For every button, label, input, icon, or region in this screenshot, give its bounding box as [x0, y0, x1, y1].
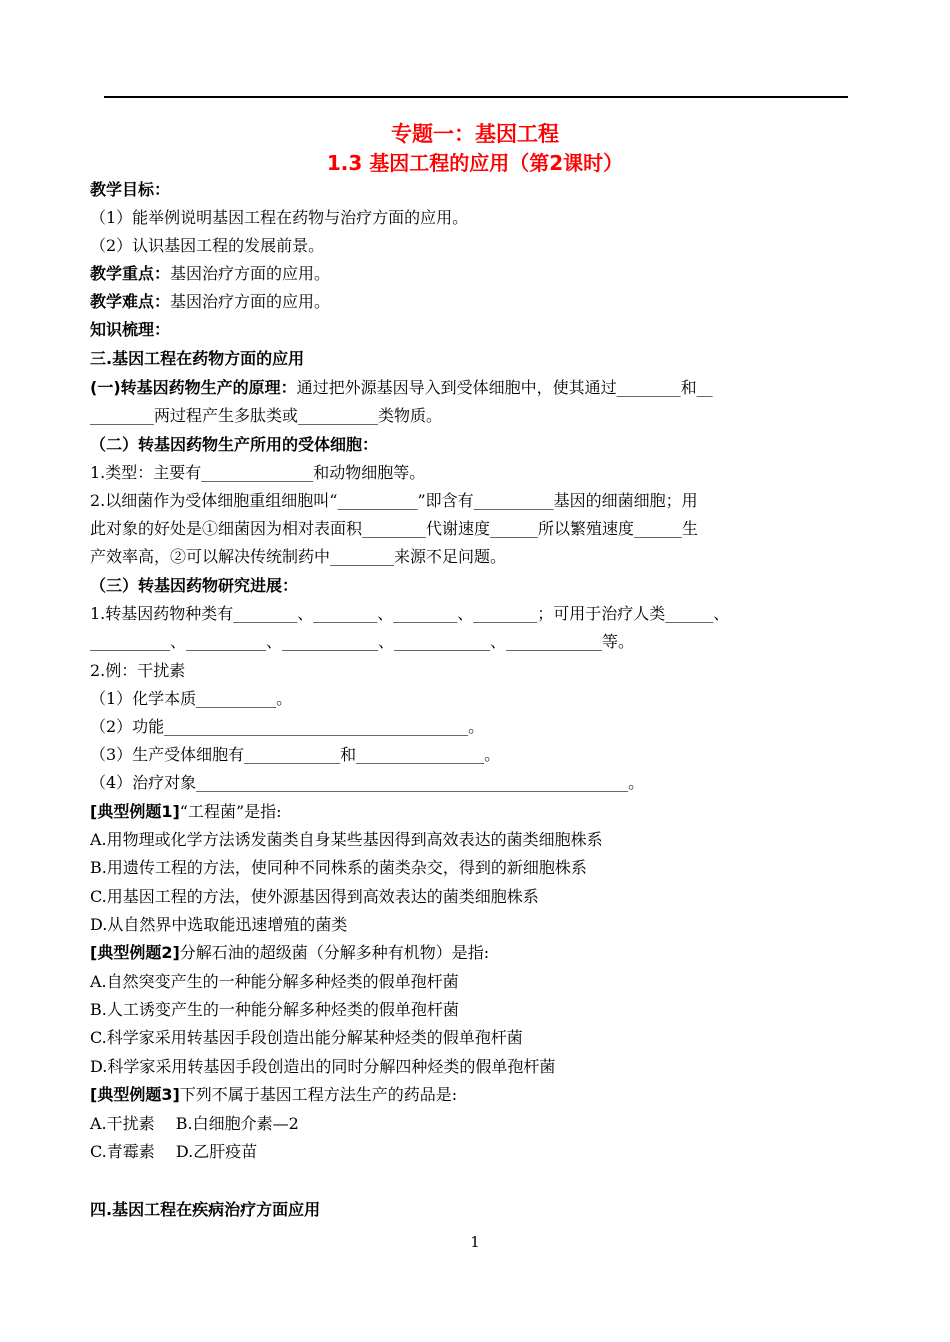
document-subtitle: 1.3 基因工程的应用（第2课时） [326, 151, 624, 175]
header-rule [104, 96, 848, 98]
key-point-label: 教学重点： [90, 264, 171, 283]
example-option: D.从自然界中选取能迅速增殖的菌类 [90, 915, 348, 934]
goals-label: 教学目标： [90, 180, 171, 199]
example-option: A.干扰素 B.白细胞介素—2 [90, 1114, 299, 1133]
key-point [90, 264, 330, 284]
progress-item: 1.转基因药物种类有________、________、________、________；可用于治疗人类______、 [90, 604, 730, 623]
example-option: A.自然突变产生的一种能分解多种烃类的假单孢杆菌 [90, 972, 459, 991]
difficult-point-text: 基因治疗方面的应用。 [170, 292, 331, 311]
example-option: B.人工诱变产生的一种能分解多种烃类的假单孢杆菌 [90, 1000, 459, 1019]
progress-item: __________、__________、____________、____________、____________等。 [90, 632, 635, 651]
example-option: B.用遗传工程的方法，使同种不同株系的菌类杂交，得到的新细胞株系 [90, 858, 587, 877]
progress-item: （1）化学本质__________。 [90, 689, 293, 708]
receptor-item: 1.类型：主要有______________和动物细胞等。 [90, 463, 426, 482]
example-question-text: 下列不属于基因工程方法生产的药品是: [179, 1085, 458, 1104]
example-question [90, 802, 282, 822]
section3-heading: 三.基因工程在药物方面的应用 [90, 349, 305, 368]
difficult-point [90, 292, 330, 312]
page-number: 1 [470, 1233, 480, 1251]
example-label: [典型例题1] [90, 802, 180, 821]
goal-item: （2）认识基因工程的发展前景。 [90, 236, 325, 255]
example-option: D.科学家采用转基因手段创造出的同时分解四种烃类的假单孢杆菌 [90, 1057, 556, 1076]
difficult-point-label: 教学难点： [90, 292, 171, 311]
receptor-item: 产效率高，②可以解决传统制药中________来源不足问题。 [90, 547, 507, 566]
principle-label: (一)转基因药物生产的原理： [90, 378, 297, 397]
goal-item: （1）能举例说明基因工程在药物与治疗方面的应用。 [90, 208, 469, 227]
section4-heading: 四.基因工程在疾病治疗方面应用 [90, 1200, 321, 1219]
key-point-text: 基因治疗方面的应用。 [170, 264, 331, 283]
example-question-text: “工程菌”是指: [179, 802, 282, 821]
receptor-heading: （二）转基因药物生产所用的受体细胞： [90, 435, 379, 454]
example-option: C.青霉素 D.乙肝疫苗 [90, 1142, 258, 1161]
principle-text: 通过把外源基因导入到受体细胞中，使其通过________和__ [296, 378, 713, 397]
example-option: C.用基因工程的方法，使外源基因得到高效表达的菌类细胞株系 [90, 887, 539, 906]
progress-item: （4）治疗对象______________________________________________________。 [90, 773, 645, 792]
progress-item: 2.例：干扰素 [90, 661, 186, 680]
progress-item: （3）生产受体细胞有____________和________________。 [90, 745, 501, 764]
document-title: 专题一：基因工程 [391, 122, 559, 146]
example-question [90, 1085, 457, 1105]
section3-principle [90, 378, 713, 398]
receptor-item: 2.以细菌作为受体细胞重组细胞叫“__________”即含有__________基因的细菌细胞；用 [90, 491, 698, 510]
example-option: C.科学家采用转基因手段创造出能分解某种烃类的假单孢杆菌 [90, 1028, 523, 1047]
progress-item: （2）功能______________________________________。 [90, 717, 485, 736]
example-question [90, 943, 489, 963]
example-option: A.用物理或化学方法诱发菌类自身某些基因得到高效表达的菌类细胞株系 [90, 830, 603, 849]
knowledge-label: 知识梳理： [90, 320, 171, 339]
progress-heading: （三）转基因药物研究进展： [90, 576, 299, 595]
example-question-text: 分解石油的超级菌（分解多种有机物）是指: [179, 943, 490, 962]
receptor-item: 此对象的好处是①细菌因为相对表面积________代谢速度______所以繁殖速度______生 [90, 519, 699, 538]
principle-cont: ________两过程产生多肽类或__________类物质。 [90, 406, 443, 425]
example-label: [典型例题3] [90, 1085, 180, 1104]
example-label: [典型例题2] [90, 943, 180, 962]
